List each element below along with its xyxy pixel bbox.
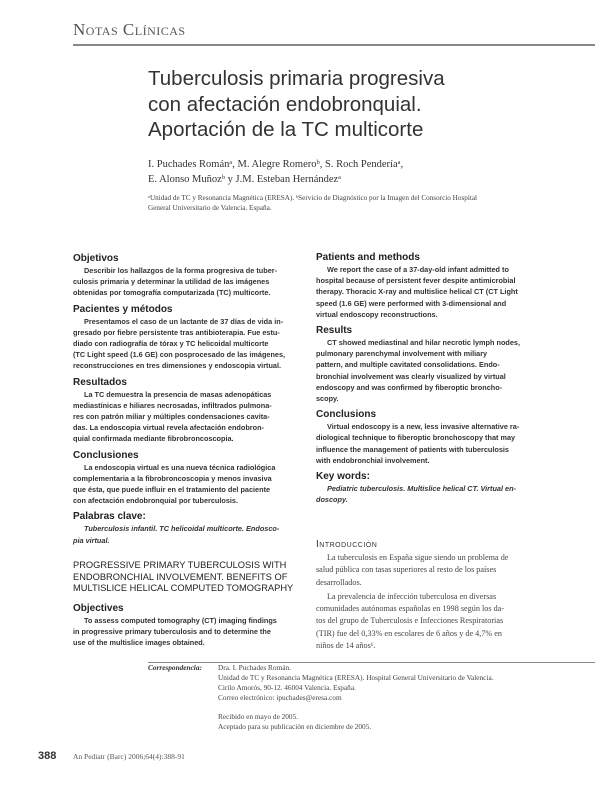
conclusiones-text — [73, 462, 303, 507]
text-line: use of the multislice images obtained. — [73, 637, 205, 647]
text-line: culosis primaria y determinar la utilidad de las imágenes — [73, 277, 270, 287]
journal-citation: An Pediatr (Barc) 2006;64(4):388-91 — [73, 752, 185, 761]
text-line: tos del grupo de Tuberculosis e Infecciones Respiratorias — [316, 616, 504, 626]
text-line: speed (1.6 GE) were performed with 3-dimensional and — [316, 298, 507, 308]
authors-line: E. Alonso Muñozᵇ y J.M. Esteban Hernándezᵃ — [148, 173, 342, 185]
intro-paragraph-2 — [316, 591, 566, 652]
text-line: La prevalencia de infección tuberculosa en diversas — [327, 591, 497, 601]
text-line: doscopy. — [316, 495, 348, 505]
text-line: (TC Light speed (1.6 GE) con posprocesado de las imágenes, — [73, 350, 286, 360]
text-line: scopy. — [316, 394, 339, 404]
conclusions-heading: Conclusions — [316, 409, 377, 421]
text-line: obtenidas por tomografía computarizada (TC) multicorte. — [73, 288, 271, 298]
text-line: Pediatric tuberculosis. Multislice helical CT. Virtual en- — [327, 484, 516, 494]
page-number: 388 — [38, 750, 57, 762]
text-line: We report the case of a 37-day-old infant admitted to — [327, 265, 509, 274]
text-line: gresado por fiebre persistente tras antibioterapia. Fue estu- — [73, 327, 280, 337]
intro-paragraph-1 — [316, 552, 566, 589]
text-line: pia virtual. — [73, 535, 110, 545]
text-line: influence the management of patients with tuberculosis — [316, 444, 509, 454]
text-line: pattern, and multiple cavitated consolidations. Endo- — [316, 360, 500, 370]
header-rule — [73, 44, 595, 46]
text-line: diado con radiografía de tórax y TC helicoidal multicorte — [73, 339, 269, 349]
resultados-text — [73, 389, 303, 445]
pacientes-text — [73, 316, 303, 372]
text-line: hospital because of persistent fever despite antimicrobial — [316, 276, 516, 286]
intro-section — [316, 539, 566, 652]
title-line: Tuberculosis primaria progresiva — [148, 67, 445, 90]
text-line: bronchial involvement was clearly visualized by virtual — [316, 371, 506, 381]
text-line: salud pública con tasas superiores al resto de los países — [316, 565, 497, 575]
affiliation-line: General Universitario de Valencia. España. — [148, 204, 272, 212]
text-line: Presentamos el caso de un lactante de 37 días de vida in- — [84, 316, 284, 326]
text-line: Dra. I. Puchades Román. — [218, 663, 291, 672]
text-line: das. La endoscopia virtual revela afectación endobron- — [73, 423, 264, 433]
authors-line: I. Puchades Románᵃ, M. Alegre Romeroᵇ, S. Roch Penderíaᵃ, — [148, 159, 404, 170]
affiliation-line: ᵃUnidad de TC y Resonancia Magnética (ERESA). ᵇServicio de Diagnóstico por la Imagen del Consorcio Hospital — [148, 194, 478, 202]
conclusions-text — [316, 421, 546, 466]
text-line: Describir los hallazgos de la forma progresiva de tuber- — [84, 266, 278, 275]
text-line: To assess computed tomography (CT) imaging findings — [84, 615, 277, 625]
article-title — [148, 66, 568, 143]
intro-heading: Introducción — [316, 539, 378, 550]
text-line: quial confirmada mediante fibrobroncoscopia. — [73, 434, 234, 444]
text-line: mediastínicas e hiliares necrosadas, infiltrados pulmona- — [73, 400, 272, 410]
pacientes-heading: Pacientes y métodos — [73, 303, 173, 315]
conclusiones-heading: Conclusiones — [73, 449, 139, 461]
results-text — [316, 337, 546, 404]
text-line: CT showed mediastinal and hilar necrotic lymph nodes, — [327, 338, 521, 348]
english-title — [73, 560, 303, 595]
title-line: Aportación de la TC multicorte — [148, 118, 424, 141]
accepted-date: Aceptado para su publicación en diciembre de 2005. — [218, 722, 372, 731]
text-line: with endobronchial involvement. — [316, 455, 430, 465]
palabras-clave-text — [73, 523, 303, 545]
objectives-text — [73, 615, 303, 649]
title-line: con afectación endobronquial. — [148, 92, 422, 116]
objetivos-text — [73, 265, 303, 299]
correspondence-block — [218, 663, 494, 732]
text-line: Cirilo Amorós, 90-12. 46004 Valencia. España. — [218, 683, 356, 692]
text-line: PROGRESSIVE PRIMARY TUBERCULOSIS WITH — [73, 560, 287, 570]
email-text: Correo electrónico: ipuchades@eresa.com — [218, 693, 342, 702]
palabras-clave-heading: Palabras clave: — [73, 511, 146, 523]
keywords-text — [316, 483, 546, 505]
results-heading: Results — [316, 325, 353, 337]
text-line: La TC demuestra la presencia de masas adenopáticas — [84, 389, 272, 399]
text-line: diological technique to fiberoptic bronchoscopy that may — [316, 433, 516, 443]
text-line: Tuberculosis infantil. TC helicoidal multicorte. Endosco- — [84, 524, 280, 534]
affiliations — [148, 193, 578, 213]
received-date: Recibido en mayo de 2005. — [218, 712, 299, 721]
text-line: complementaria a la fibrobroncoscopia y menos invasiva — [73, 473, 272, 483]
text-line: con afectación endobronquial por tuberculosis. — [73, 496, 239, 506]
text-line: reconstrucciones en tres dimensiones y endoscopia virtual. — [73, 361, 282, 371]
section-label: Notas Clínicas — [73, 20, 186, 39]
correspondence-label: Correspondencia: — [148, 663, 202, 672]
text-line: pulmonary parenchymal involvement with miliary — [316, 349, 488, 359]
objectives-heading: Objectives — [73, 602, 124, 614]
keywords-heading: Key words: — [316, 471, 370, 483]
english-title-block — [73, 560, 303, 648]
text-line: MULTISLICE HELICAL COMPUTED TOMOGRAPHY — [73, 583, 294, 593]
authors — [148, 158, 588, 187]
resumen-column — [73, 253, 303, 546]
objetivos-heading: Objetivos — [73, 253, 119, 264]
patients-heading: Patients and methods — [316, 252, 420, 263]
text-line: therapy. Thoracic X-ray and multislice helical CT (CT Light — [316, 287, 518, 297]
text-line: in progressive primary tuberculosis and to determine the — [73, 626, 271, 636]
text-line: que ésta, que puede influir en el tratamiento del paciente — [73, 485, 271, 495]
abstract-column — [316, 252, 546, 505]
resultados-heading: Resultados — [73, 376, 127, 388]
text-line: Virtual endoscopy is a new, less invasive alternative ra- — [327, 422, 520, 432]
text-line: (TIR) fue del 0,33% en escolares de 6 años y de 4,7% en — [316, 628, 502, 638]
text-line: Unidad de TC y Resonancia Magnética (ERESA). Hospital General Universitario de Valencia. — [218, 673, 494, 682]
text-line: La endoscopia virtual es una nueva técnica radiológica — [84, 462, 276, 472]
text-line: comunidades autónomas españolas en 1998 según los da- — [316, 604, 505, 614]
text-line: ENDOBRONCHIAL INVOLVEMENT. BENEFITS OF — [73, 571, 288, 582]
patients-text — [316, 264, 546, 320]
text-line: virtual endoscopy reconstructions. — [316, 309, 438, 319]
text-line: res con patrón miliar y múltiples condensaciones cavita- — [73, 412, 270, 422]
text-line: endoscopy and was confirmed by fiberoptic broncho- — [316, 382, 503, 392]
text-line: desarrollados. — [316, 577, 362, 587]
text-line: niños de 14 años¹. — [316, 641, 376, 651]
text-line: La tuberculosis en España sigue siendo un problema de — [327, 553, 509, 562]
